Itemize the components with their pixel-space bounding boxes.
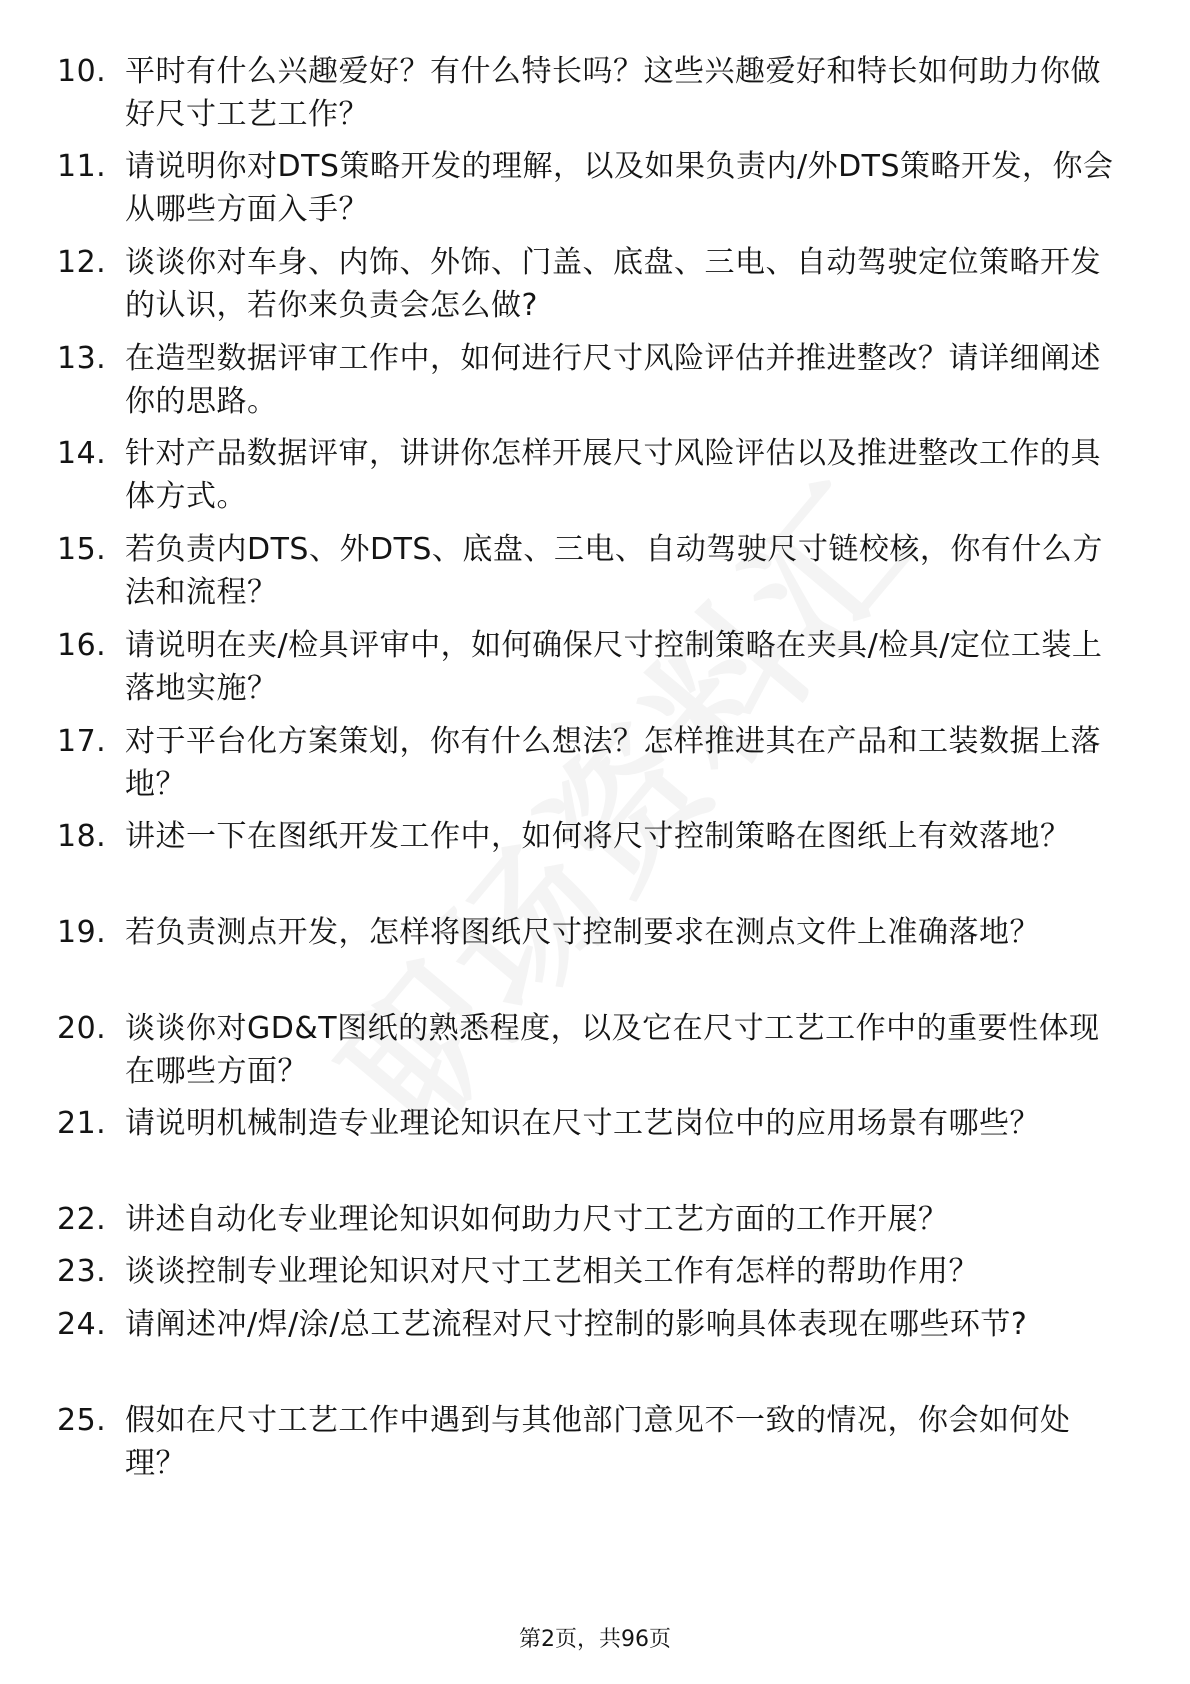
question-text: 请说明机械制造专业理论知识在尺寸工艺岗位中的应用场景有哪些？	[125, 1106, 1040, 1141]
question-number: 20.	[57, 1011, 107, 1046]
question-number: 12.	[57, 245, 107, 280]
question-text: 平时有什么兴趣爱好？有什么特长吗？这些兴趣爱好和特长如何助力你做好尺寸工艺工作？	[125, 54, 1101, 132]
question-text: 若负责测点开发，怎样将图纸尺寸控制要求在测点文件上准确落地？	[125, 915, 1040, 950]
question-text: 谈谈控制专业理论知识对尺寸工艺相关工作有怎样的帮助作用？	[125, 1254, 979, 1289]
question-text: 谈谈你对车身、内饰、外饰、门盖、底盘、三电、自动驾驶定位策略开发的认识，若你来负责会怎么做?	[125, 245, 1101, 323]
question-text: 谈谈你对GD&T图纸的熟悉程度，以及它在尺寸工艺工作中的重要性体现在哪些方面？	[125, 1011, 1100, 1089]
question-number: 15.	[57, 532, 107, 567]
question-text: 请说明在夹/检具评审中，如何确保尺寸控制策略在夹具/检具/定位工装上落地实施？	[125, 628, 1103, 706]
question-text: 在造型数据评审工作中，如何进行尺寸风险评估并推进整改？请详细阐述你的思路。	[125, 341, 1101, 419]
question-text: 针对产品数据评审，讲讲你怎样开展尺寸风险评估以及推进整改工作的具体方式。	[125, 436, 1101, 514]
question-number: 22.	[57, 1202, 107, 1237]
question-text: 对于平台化方案策划，你有什么想法？怎样推进其在产品和工装数据上落地？	[125, 724, 1101, 802]
question-number: 10.	[57, 54, 107, 89]
question-number: 11.	[57, 149, 107, 184]
question-text: 讲述自动化专业理论知识如何助力尺寸工艺方面的工作开展？	[125, 1202, 949, 1237]
question-number: 24.	[57, 1307, 107, 1342]
question-text: 若负责内DTS、外DTS、底盘、三电、自动驾驶尺寸链校核，你有什么方法和流程？	[125, 532, 1103, 610]
question-number: 25.	[57, 1403, 107, 1438]
question-number: 16.	[57, 628, 107, 663]
question-number: 19.	[57, 915, 107, 950]
question-number: 23.	[57, 1254, 107, 1289]
question-number: 18.	[57, 819, 107, 854]
question-text: 请说明你对DTS策略开发的理解，以及如果负责内/外DTS策略开发，你会从哪些方面入手？	[125, 149, 1114, 227]
question-text: 请阐述冲/焊/涂/总工艺流程对尺寸控制的影响具体表现在哪些环节?	[125, 1307, 1028, 1342]
question-number: 21.	[57, 1106, 107, 1141]
question-text: 讲述一下在图纸开发工作中，如何将尺寸控制策略在图纸上有效落地？	[125, 819, 1071, 854]
page-number-footer: 第2页，共96页	[519, 1627, 671, 1652]
question-number: 17.	[57, 724, 107, 759]
question-number: 14.	[57, 436, 107, 471]
question-number: 13.	[57, 341, 107, 376]
question-text: 假如在尺寸工艺工作中遇到与其他部门意见不一致的情况，你会如何处理？	[125, 1403, 1071, 1481]
